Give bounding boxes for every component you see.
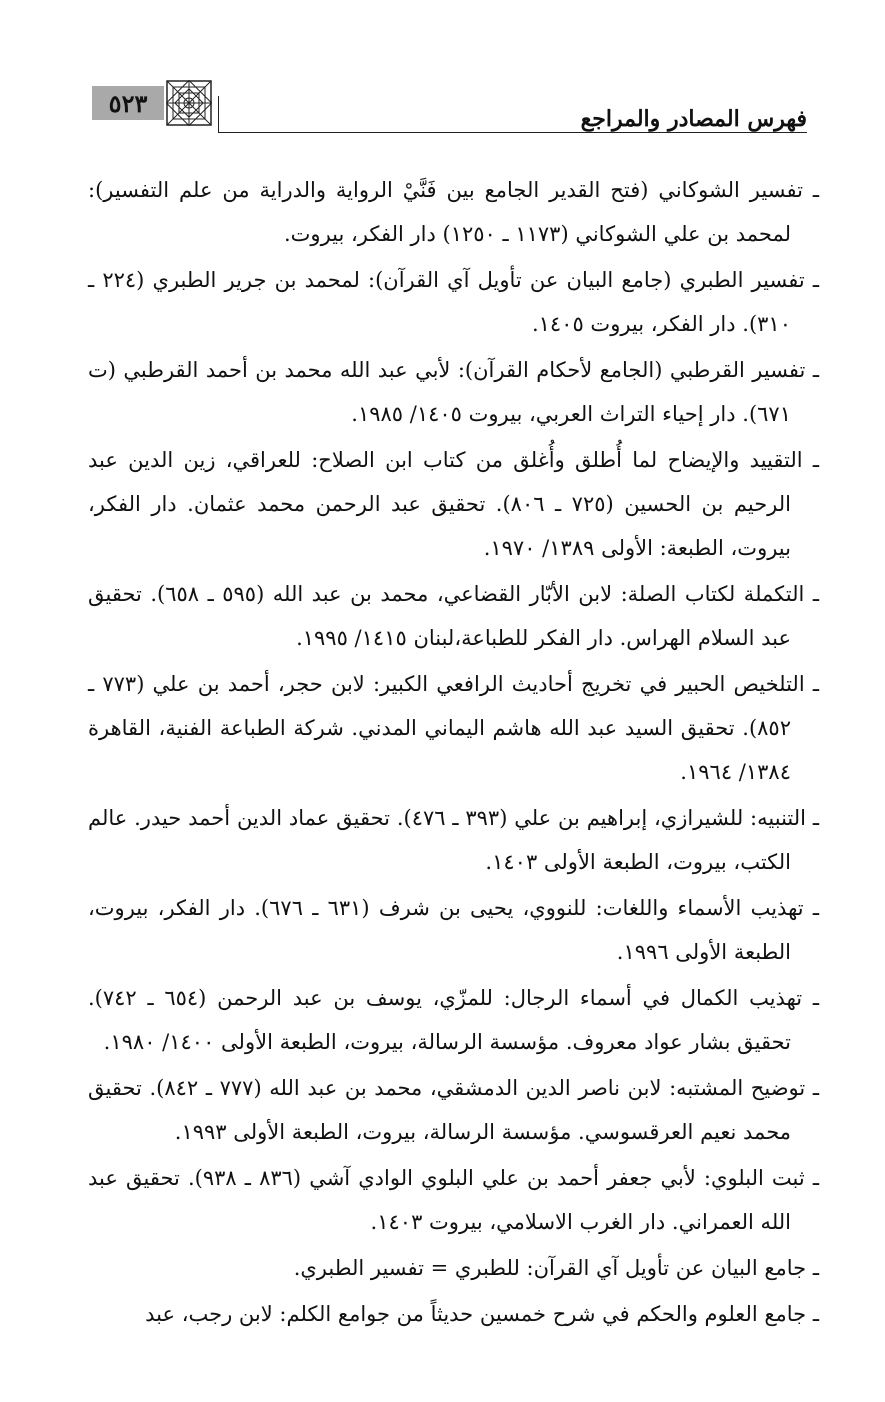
entry-text: تفسير الطبري (جامع البيان عن تأويل آي القرآن): لمحمد بن جرير الطبري (٢٢٤ ـ ٣١٠). دار الفكر، بيروت ١٤٠٥. <box>88 268 805 336</box>
bibliography-entry <box>88 168 819 256</box>
entry-text: التنبيه: للشيرازي، إبراهيم بن علي (٣٩٣ ـ ٤٧٦). تحقيق عماد الدين أحمد حيدر. عالم الكتب، بيروت، الطبعة الأولى ١٤٠٣. <box>88 806 806 874</box>
entry-dash: ـ <box>812 582 819 606</box>
bibliography-entry <box>88 438 819 570</box>
header-rule <box>218 132 807 133</box>
entry-dash: ـ <box>812 358 819 382</box>
entry-dash: ـ <box>812 896 819 920</box>
entry-dash: ـ <box>812 1076 820 1100</box>
header-divider <box>218 96 219 132</box>
page-number: ٥٢٣ <box>92 86 164 120</box>
entry-dash: ـ <box>812 1302 819 1326</box>
entry-text: التقييد والإيضاح لما أُطلق وأُغلق من كتاب ابن الصلاح: للعراقي، زين الدين عبد الرحيم بن الحسين (٧٢٥ ـ ٨٠٦). تحقيق عبد الرحمن محمد عثمان. دار الفكر، بيروت، الطبعة: الأولى ١٣٨٩/ ١٩٧٠. <box>88 448 803 560</box>
entry-dash: ـ <box>812 1166 819 1190</box>
bibliography-entry <box>88 1292 819 1336</box>
entry-text: توضيح المشتبه: لابن ناصر الدين الدمشقي، محمد بن عبد الله (٧٧٧ ـ ٨٤٢). تحقيق محمد نعيم العرقسوسي. مؤسسة الرسالة، بيروت، الطبعة الأولى ١٩٩٣. <box>88 1076 806 1144</box>
entry-dash: ـ <box>812 178 819 202</box>
bibliography-entry <box>88 258 819 346</box>
bibliography-entry <box>88 662 819 794</box>
bibliography-list <box>88 168 819 1338</box>
entry-text: تفسير القرطبي (الجامع لأحكام القرآن): لأبي عبد الله محمد بن أحمد القرطبي (ت ٦٧١). دار إحياء التراث العربي، بيروت ١٤٠٥/ ١٩٨٥. <box>88 358 806 426</box>
entry-text: التكملة لكتاب الصلة: لابن الأبّار القضاعي، محمد بن عبد الله (٥٩٥ ـ ٦٥٨). تحقيق عبد السلام الهراس. دار الفكر للطباعة،لبنان ١٤١٥/ ١٩٩٥. <box>88 582 805 650</box>
bibliography-entry <box>88 976 819 1064</box>
entry-text: تهذيب الكمال في أسماء الرجال: للمزّي، يوسف بن عبد الرحمن (٦٥٤ ـ ٧٤٢). تحقيق بشار عواد معروف. مؤسسة الرسالة، بيروت، الطبعة الأولى ١٤٠٠/ ١٩٨٠. <box>88 986 803 1054</box>
entry-dash: ـ <box>812 1256 819 1280</box>
entry-dash: ـ <box>812 448 819 472</box>
entry-dash: ـ <box>812 806 819 830</box>
bibliography-entry <box>88 348 819 436</box>
bibliography-entry <box>88 1156 819 1244</box>
entry-text: التلخيص الحبير في تخريج أحاديث الرافعي الكبير: لابن حجر، أحمد بن علي (٧٧٣ ـ ٨٥٢). تحقيق السيد عبد الله هاشم اليماني المدني. شركة الطباعة الفنية، القاهرة ١٣٨٤/ ١٩٦٤. <box>88 672 805 784</box>
entry-text: جامع البيان عن تأويل آي القرآن: للطبري = تفسير الطبري. <box>293 1256 807 1280</box>
bibliography-entry <box>88 572 819 660</box>
entry-dash: ـ <box>812 672 820 696</box>
bibliography-entry <box>88 1066 819 1154</box>
entry-dash: ـ <box>812 986 819 1010</box>
entry-text: جامع العلوم والحكم في شرح خمسين حديثاً من جوامع الكلم: لابن رجب، عبد <box>145 1302 807 1326</box>
entry-dash: ـ <box>812 268 819 292</box>
bibliography-entry <box>88 1246 819 1290</box>
bibliography-entry <box>88 886 819 974</box>
bibliography-entry <box>88 796 819 884</box>
entry-text: تهذيب الأسماء واللغات: للنووي، يحيى بن شرف (٦٣١ ـ ٦٧٦). دار الفكر، بيروت، الطبعة الأولى ١٩٩٦. <box>88 896 804 964</box>
geometric-ornament-icon <box>166 80 212 126</box>
page-header <box>92 78 807 132</box>
running-title: فهرس المصادر والمراجع <box>580 106 807 132</box>
entry-text: ثبت البلوي: لأبي جعفر أحمد بن علي البلوي الوادي آشي (٨٣٦ ـ ٩٣٨). تحقيق عبد الله العمراني. دار الغرب الاسلامي، بيروت ١٤٠٣. <box>88 1166 805 1234</box>
entry-text: تفسير الشوكاني (فتح القدير الجامع بين فَنَّيْ الرواية والدراية من علم التفسير): لمحمد بن علي الشوكاني (١١٧٣ ـ ١٢٥٠) دار الفكر، بيروت. <box>88 178 803 246</box>
